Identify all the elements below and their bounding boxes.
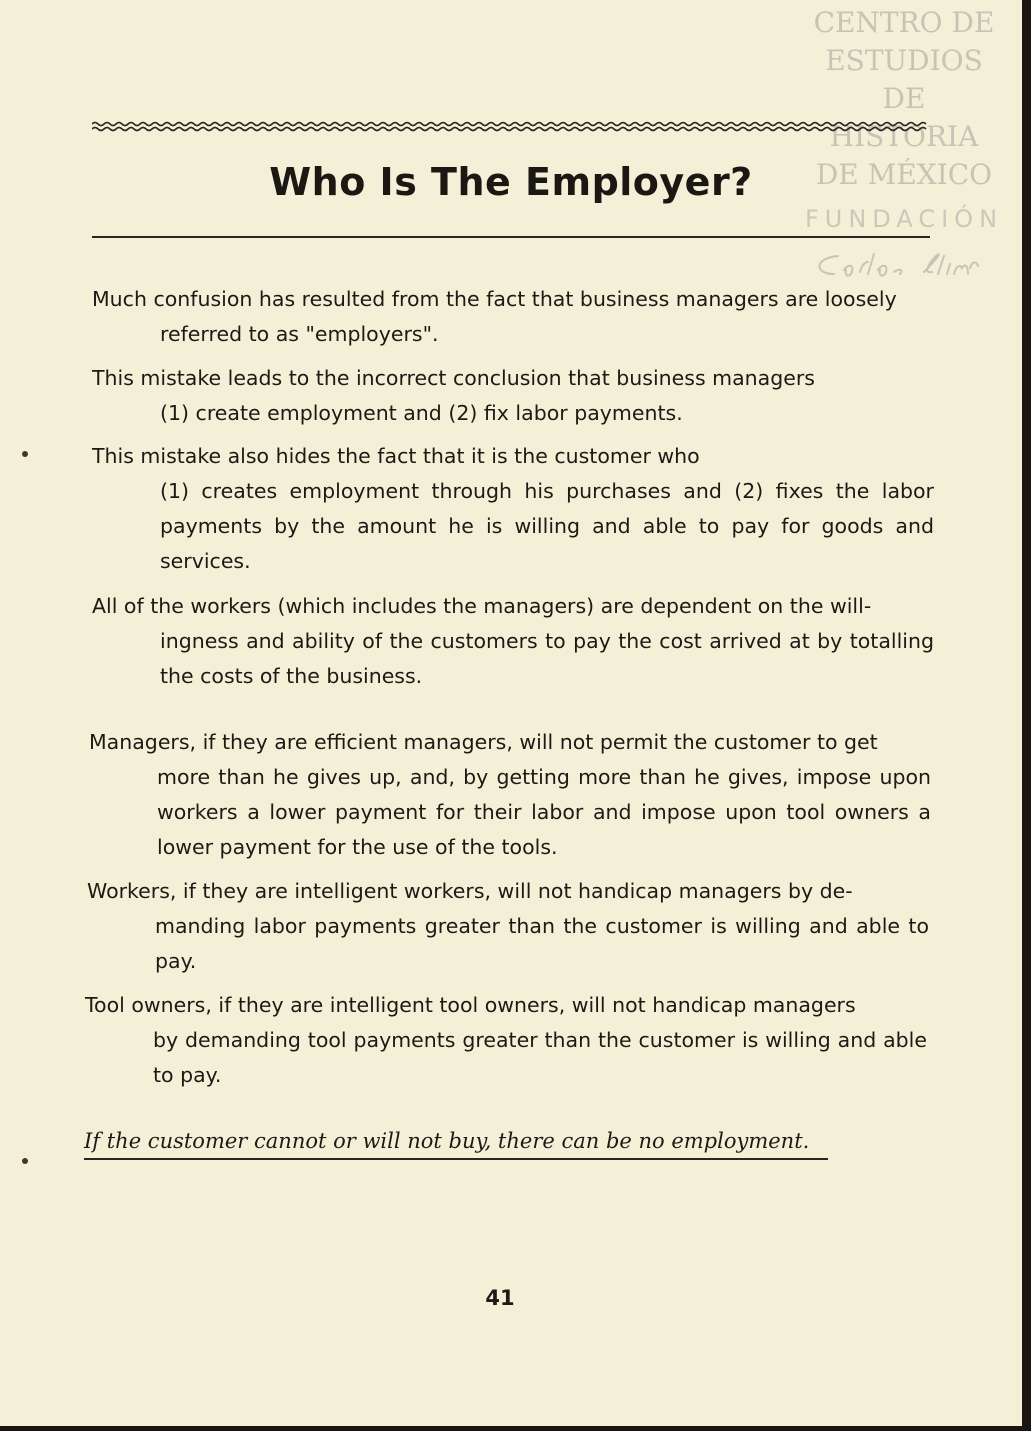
- paragraph-3-lead: This mistake also hides the fact that it is the customer who: [92, 444, 700, 468]
- paragraph-2-lead: This mistake leads to the incorrect conclusion that business managers: [92, 366, 815, 390]
- paragraph-4-continuation: ingness and ability of the customers to pay the cost arrived at by totalling the costs of the business.: [160, 629, 934, 688]
- page-title: Who Is The Employer?: [269, 160, 753, 204]
- paragraph-7: [85, 988, 927, 1093]
- paragraph-1: [92, 282, 934, 352]
- paragraph-4-lead: All of the workers (which includes the managers) are dependent on the will-: [92, 594, 872, 618]
- concluding-statement: If the customer cannot or will not buy, there can be no employment.: [84, 1126, 828, 1160]
- paragraph-6-continuation: manding labor payments greater than the customer is willing and able to pay.: [155, 914, 929, 973]
- watermark-foundation: FUNDACIÓN: [804, 205, 1004, 233]
- watermark: [804, 4, 1004, 288]
- watermark-line-1: CENTRO DE: [813, 6, 995, 39]
- paragraph-7-continuation: by demanding tool payments greater than the customer is willing and able to pay.: [153, 1028, 927, 1087]
- paragraph-1-continuation: referred to as "employers".: [160, 322, 439, 346]
- paragraph-7-lead: Tool owners, if they are intelligent tool owners, will not handicap managers: [85, 993, 856, 1017]
- decorative-wavy-rule: [92, 120, 930, 134]
- paragraph-5-continuation: more than he gives up, and, by getting more than he gives, impose upon workers a lower payment for their labor and impose upon tool owners a lower payment for the use of the tools.: [157, 765, 931, 859]
- paragraph-1-lead: Much confusion has resulted from the fact that business managers are loosely: [92, 287, 897, 311]
- paragraph-5: [89, 725, 931, 865]
- paragraph-3: [92, 439, 934, 579]
- title-underline-rule: [92, 236, 930, 238]
- paragraph-4: [92, 589, 934, 694]
- binding-hole-mark: [22, 451, 28, 457]
- watermark-line-4: DE MÉXICO: [815, 158, 993, 191]
- page-number: 41: [485, 1286, 515, 1310]
- paragraph-2: [92, 361, 934, 431]
- watermark-line-3: DE HISTORIA: [829, 82, 979, 153]
- paragraph-6: [87, 874, 929, 979]
- paragraph-5-lead: Managers, if they are efficient managers, will not permit the customer to get: [89, 730, 878, 754]
- binding-hole-mark: [22, 1158, 28, 1164]
- watermark-line-2: ESTUDIOS: [825, 44, 983, 77]
- paragraph-6-lead: Workers, if they are intelligent workers, will not handicap managers by de-: [87, 879, 853, 903]
- paragraph-2-continuation: (1) create employment and (2) fix labor payments.: [160, 401, 683, 425]
- paragraph-3-continuation: (1) creates employment through his purchases and (2) fixes the labor payments by the amount he is willing and able to pay for goods and services.: [160, 479, 934, 573]
